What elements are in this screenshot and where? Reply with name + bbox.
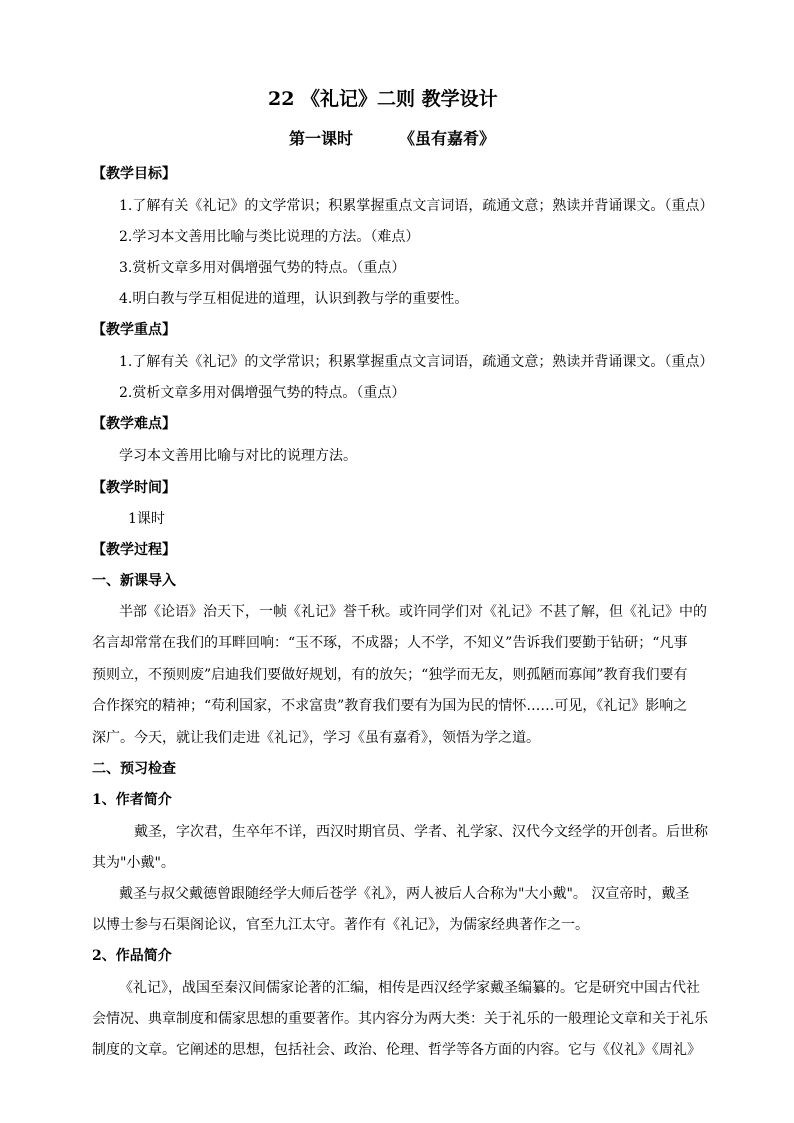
author-line-2: 其为"小戴"。 [92,855,175,871]
lesson-text-title: 《虽有嘉肴》 [399,129,496,148]
work-intro-heading: 2、作品简介 [92,948,172,964]
difficulty-text: 学习本文善用比喻与对比的说理方法。 [119,448,357,464]
document-title: 22 《礼记》二则 教学设计 [268,88,498,110]
author-line-4: 以博士参与石渠阁论议，官至九江太守。著作有《礼记》，为儒家经典著作之一。 [92,917,589,933]
time-text: 1课时 [128,511,165,527]
goal-item-3: 3.赏析文章多用对偶增强气势的特点。（重点） [119,260,406,276]
goal-item-2: 2.学习本文善用比喻与类比说理的方法。（难点） [119,229,420,245]
section-new-lesson-heading: 一、新课导入 [92,573,176,589]
author-intro-heading: 1、作者简介 [92,792,172,808]
goal-item-4: 4.明白教与学互相促进的道理，认识到教与学的重要性。 [119,291,469,307]
work-line-2: 会情况、典章制度和儒家思想的重要著作。其内容分为两大类：关于礼乐的一般理论文章和关于礼乐 [92,1011,708,1027]
intro-line-5: 深广。今天，就让我们走进《礼记》，学习《虽有嘉肴》，领悟为学之道。 [92,730,540,746]
author-line-1: 戴圣，字次君，生卒年不详，西汉时期官员、学者、礼学家、汉代今文经学的开创者。后世称 [134,824,708,840]
intro-line-4: 合作探究的精神；“苟利国家，不求富贵”教育我们要有为国为民的情怀……可见，《礼记》影响之 [92,698,688,714]
section-preview-check-heading: 二、预习检查 [92,761,176,777]
intro-line-3: 预则立，不预则废”启迪我们要做好规划，有的放矢；“独学而无友，则孤陋而寡闻”教育我们要有 [92,667,688,683]
goal-item-1: 1.了解有关《礼记》的文学常识；积累掌握重点文言词语，疏通文意；熟读并背诵课文。（重点） [119,198,714,214]
lesson-period: 第一课时 [289,129,354,148]
work-line-1: 《礼记》，战国至秦汉间儒家论著的汇编，相传是西汉经学家戴圣编纂的。它是研究中国古代社 [119,980,700,996]
author-line-3: 戴圣与叔父戴德曾跟随经学大师后苍学《礼》，两人被后人合称为"大小戴"。 汉宣帝时，戴圣 [119,886,690,902]
key-points-heading: 【教学重点】 [92,322,176,338]
time-heading: 【教学时间】 [92,480,176,496]
process-heading: 【教学过程】 [92,542,176,558]
key-point-item-2: 2.赏析文章多用对偶增强气势的特点。（重点） [119,385,406,401]
difficulty-heading: 【教学难点】 [92,416,176,432]
goals-heading: 【教学目标】 [92,166,176,182]
work-line-3: 制度的文章。它阐述的思想，包括社会、政治、伦理、哲学等各方面的内容。它与《仪礼》《周礼》 [92,1042,701,1058]
intro-line-1: 半部《论语》治天下，一帧《礼记》誉千秋。或许同学们对《礼记》不甚了解，但《礼记》中的 [119,604,707,620]
intro-line-2: 名言却常常在我们的耳畔回响：“玉不琢，不成器；人不学，不知义”告诉我们要勤于钻研；“凡事 [92,635,688,651]
key-point-item-1: 1.了解有关《礼记》的文学常识；积累掌握重点文言词语，疏通文意；熟读并背诵课文。（重点） [119,354,714,370]
